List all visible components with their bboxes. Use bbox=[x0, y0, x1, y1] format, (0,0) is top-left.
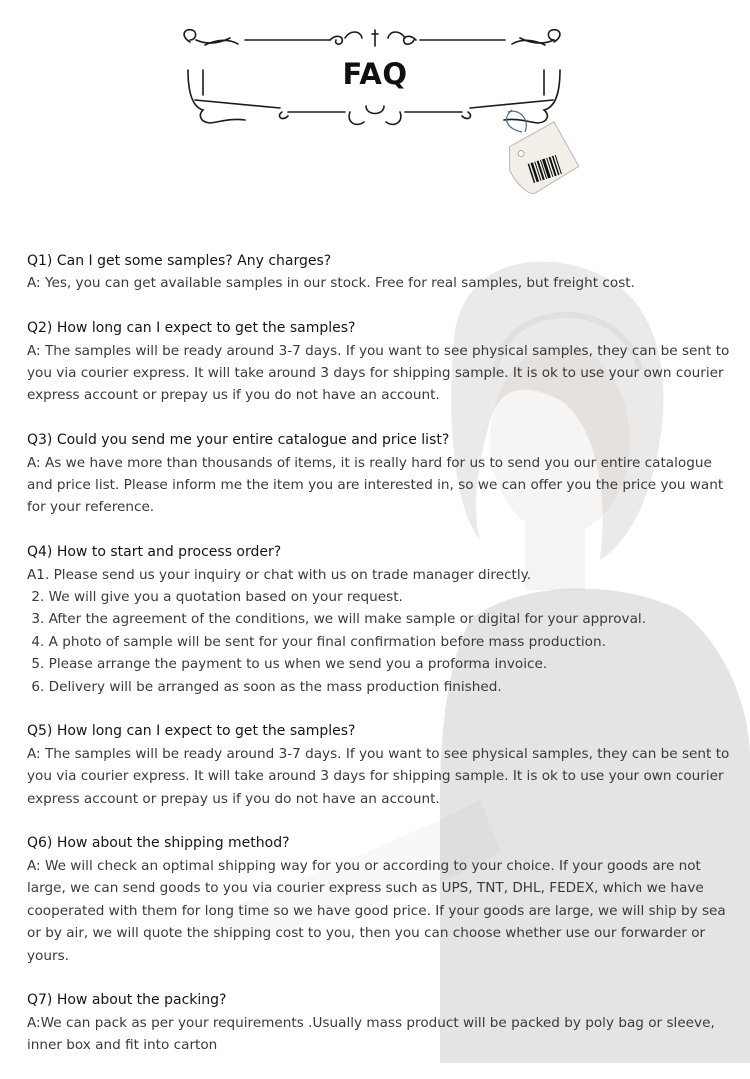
order-step: 6. Delivery will be arranged as soon as the mass production finished. bbox=[27, 678, 502, 695]
faq-question: Q6) How about the shipping method? bbox=[27, 835, 290, 852]
faq-item bbox=[27, 250, 737, 295]
faq-answer: A: We will check an optimal shipping way for you or according to your choice. If your goods are not large, we can send goods to you via courier express such as UPS, TNT, DHL, FEDEX, which we have cooperated with them for long time so we have good price. If your goods are large, we will ship by sea or by air, we will quote the shipping cost to you, then you can choose whether use our forwarder or yours. bbox=[27, 857, 726, 964]
order-step: 2. We will give you a quotation based on your request. bbox=[27, 589, 403, 606]
faq-item bbox=[27, 541, 737, 698]
faq-item bbox=[27, 429, 737, 519]
faq-answer: A: Yes, you can get available samples in our stock. Free for real samples, but freight cost. bbox=[27, 275, 635, 292]
order-step: 4. A photo of sample will be sent for your final confirmation before mass production. bbox=[27, 633, 606, 650]
faq-item bbox=[27, 317, 737, 407]
faq-item bbox=[27, 989, 737, 1056]
faq-item bbox=[27, 832, 737, 966]
faq-answer: A: The samples will be ready around 3-7 days. If you want to see physical samples, they can be sent to you via courier express. It will take around 3 days for shipping sample. It is ok to use your own courier express account or prepay us if you do not have an account. bbox=[27, 342, 730, 404]
header-ornament bbox=[0, 0, 750, 210]
faq-list bbox=[27, 250, 737, 1079]
page-title: FAQ bbox=[342, 57, 408, 91]
faq-answer: A: As we have more than thousands of items, it is really hard for us to send you our entire catalogue and price list. Please inform me the item you are interested in, so we can offer you the price you want for your reference. bbox=[27, 454, 724, 516]
order-step: A1. Please send us your inquiry or chat with us on trade manager directly. bbox=[27, 566, 532, 583]
faq-question: Q4) How to start and process order? bbox=[27, 544, 282, 561]
order-step: 3. After the agreement of the conditions, we will make sample or digital for your approval. bbox=[27, 611, 647, 628]
faq-question: Q5) How long can I expect to get the samples? bbox=[27, 723, 356, 740]
order-step: 5. Please arrange the payment to us when we send you a proforma invoice. bbox=[27, 656, 548, 673]
faq-question: Q1) Can I get some samples? Any charges? bbox=[27, 253, 332, 269]
faq-question: Q3) Could you send me your entire catalogue and price list? bbox=[27, 432, 450, 449]
faq-item bbox=[27, 720, 737, 810]
faq-answer: A:We can pack as per your requirements .Usually mass product will be packed by poly bag or sleeve, inner box and fit into carton bbox=[27, 1014, 715, 1054]
faq-answer: A: The samples will be ready around 3-7 days. If you want to see physical samples, they can be sent to you via courier express. It will take around 3 days for shipping sample. It is ok to use your own courier express account or prepay us if you do not have an account. bbox=[27, 745, 730, 807]
faq-question: Q2) How long can I expect to get the samples? bbox=[27, 320, 356, 337]
faq-question: Q7) How about the packing? bbox=[27, 992, 227, 1009]
